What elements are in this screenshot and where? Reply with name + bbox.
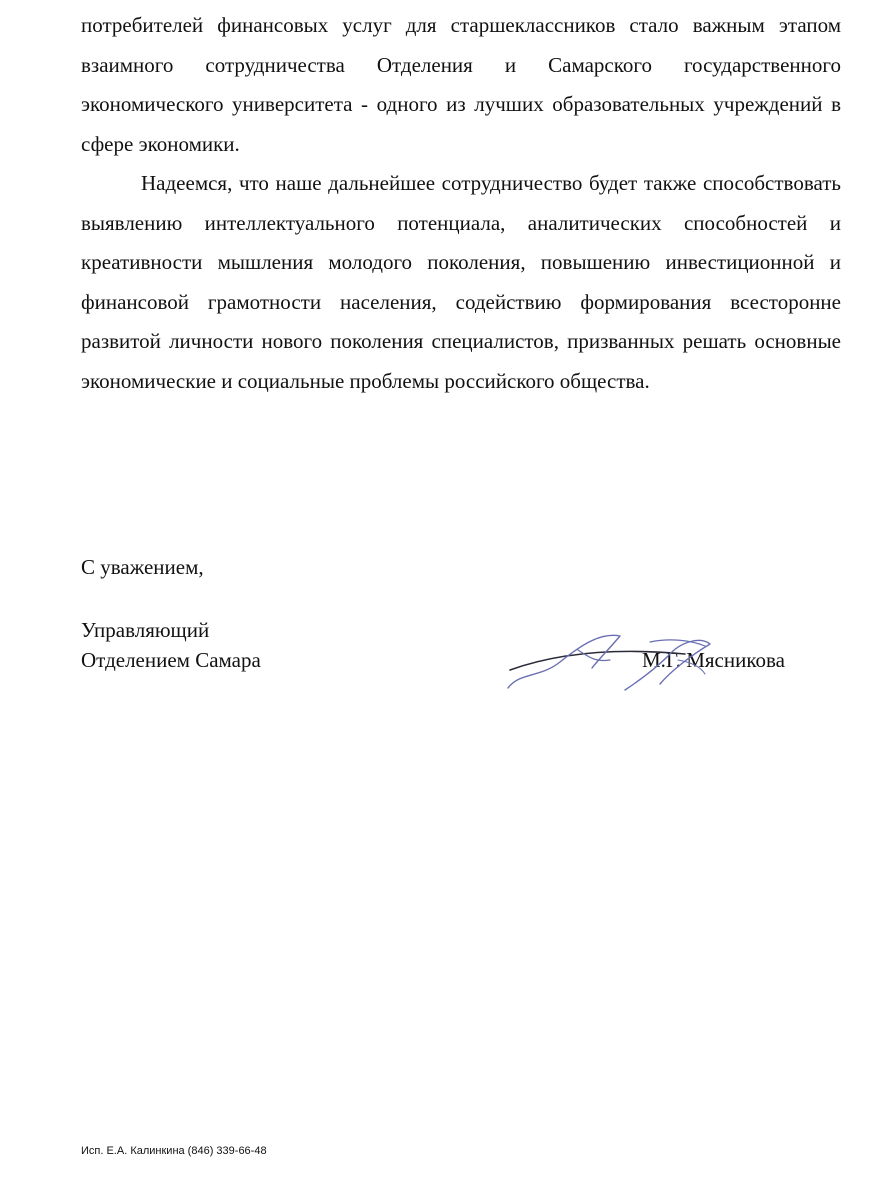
handwritten-signature bbox=[500, 622, 740, 702]
letter-body bbox=[81, 6, 841, 401]
signer-title-line-1: Управляющий bbox=[81, 618, 210, 642]
signer-title-line-2: Отделением Самара bbox=[81, 648, 261, 672]
closing-salutation: С уважением, bbox=[81, 555, 204, 579]
signer-title bbox=[81, 615, 261, 675]
paragraph-cooperation: Надеемся, что наше дальнейшее сотрудничество будет также способствовать выявлению интеллектуального потенциала, аналитических способностей и креативности мышления молодого поколения, повышению инвестиционной и финансовой грамотности населения, содействию формирования всесторонне развитой личности нового поколения специалистов, призванных решать основные экономические и социальные проблемы российского общества. bbox=[81, 171, 841, 393]
signer-name: М.Г. Мясникова bbox=[642, 648, 785, 672]
executor-note: Исп. Е.А. Калинкина (846) 339-66-48 bbox=[81, 1145, 267, 1157]
paragraph-continuation: потребителей финансовых услуг для старшеклассников стало важным этапом взаимного сотрудничества Отделения и Самарского государственного экономического университета - одного из лучших образовательных учреждений в сфере экономики. bbox=[81, 13, 841, 156]
